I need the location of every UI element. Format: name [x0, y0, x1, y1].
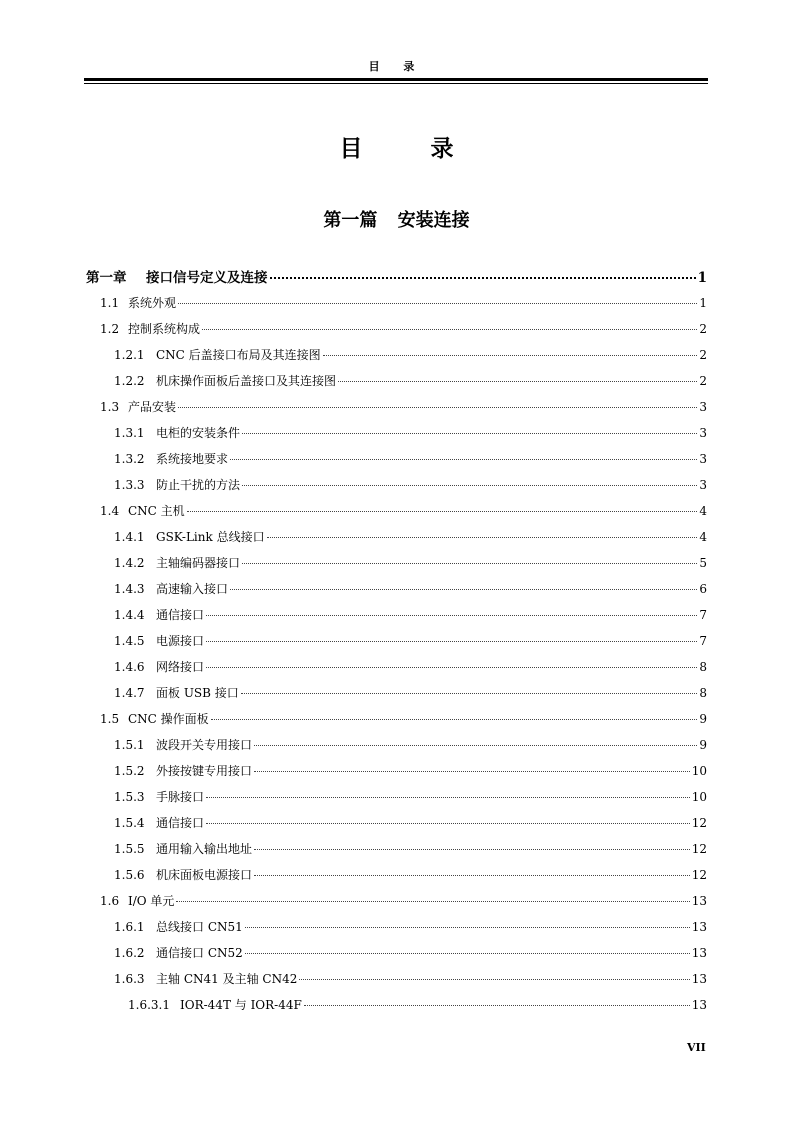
- toc-page-number: 9: [699, 712, 707, 726]
- toc-entry-title: 系统接地要求: [156, 452, 229, 466]
- toc-dot-leader: [323, 355, 697, 356]
- toc-entry-title: 控制系统构成: [128, 322, 201, 336]
- toc-entry-number: 1.6.1: [114, 920, 145, 934]
- page-number: VII: [687, 1041, 706, 1054]
- toc-chapter-entry[interactable]: [86, 266, 707, 293]
- toc-entry-title: 高速输入接口: [156, 582, 229, 596]
- toc-entry-title: 波段开关专用接口: [156, 738, 253, 752]
- toc-entry[interactable]: [86, 840, 707, 866]
- toc-entry[interactable]: [86, 814, 707, 840]
- toc-dot-leader: [245, 953, 690, 954]
- toc-entry[interactable]: [86, 424, 707, 450]
- toc-dot-leader: [230, 459, 697, 460]
- toc-entry-title: 主轴 CN41 及主轴 CN42: [156, 972, 298, 986]
- toc-dot-leader: [254, 771, 690, 772]
- toc-entry-title: 产品安装: [128, 400, 177, 414]
- toc-entry-number: 1.4.7: [114, 686, 145, 700]
- toc-entry-number: 1.4.6: [114, 660, 145, 674]
- toc-page-number: 13: [691, 972, 707, 986]
- toc-dot-leader: [178, 303, 697, 304]
- toc-dot-leader: [242, 485, 697, 486]
- toc-page-number: 8: [699, 686, 707, 700]
- toc-dot-leader: [206, 797, 690, 798]
- toc-dot-leader: [206, 641, 697, 642]
- toc-page-number: 2: [699, 322, 707, 336]
- toc-entry[interactable]: [86, 658, 707, 684]
- toc-entry[interactable]: [86, 372, 707, 398]
- toc-entry-title: 手脉接口: [156, 790, 205, 804]
- toc-entry-number: 1.5.3: [114, 790, 145, 804]
- toc-entry-title: 接口信号定义及连接: [146, 270, 268, 286]
- toc-entry-number: 1.2: [100, 322, 120, 336]
- toc-entry-number: 1.6.3.1: [128, 998, 170, 1012]
- toc-dot-leader: [304, 1005, 690, 1006]
- toc-entry[interactable]: [86, 918, 707, 944]
- toc-page-number: 3: [699, 478, 707, 492]
- toc-entry-number: 1.3.3: [114, 478, 145, 492]
- toc-entry[interactable]: [86, 788, 707, 814]
- table-of-contents: [86, 266, 707, 1022]
- toc-entry-number: 1.5.6: [114, 868, 145, 882]
- toc-entry[interactable]: [86, 736, 707, 762]
- toc-page-number: 13: [691, 946, 707, 960]
- toc-dot-leader: [202, 329, 697, 330]
- running-header: 目 录: [368, 60, 425, 73]
- toc-entry[interactable]: [86, 762, 707, 788]
- toc-page-number: 12: [691, 842, 707, 856]
- toc-entry[interactable]: [86, 398, 707, 424]
- toc-page-number: 13: [691, 894, 707, 908]
- toc-entry[interactable]: [86, 320, 707, 346]
- toc-entry[interactable]: [86, 710, 707, 736]
- toc-entry[interactable]: [86, 528, 707, 554]
- toc-dot-leader: [254, 849, 690, 850]
- toc-entry[interactable]: [86, 866, 707, 892]
- part-title: 第一篇 安装连接: [323, 210, 470, 231]
- toc-page-number: 8: [699, 660, 707, 674]
- toc-entry-title: 面板 USB 接口: [156, 686, 239, 700]
- toc-page-number: 5: [699, 556, 707, 570]
- toc-entry-number: 第一章: [86, 270, 127, 286]
- toc-dot-leader: [242, 433, 697, 434]
- toc-entry-title: CNC 后盖接口布局及其连接图: [156, 348, 321, 362]
- toc-entry-title: 系统外观: [128, 296, 177, 310]
- toc-dot-leader: [267, 537, 697, 538]
- toc-dot-leader: [299, 979, 689, 980]
- toc-entry-number: 1.3: [100, 400, 120, 414]
- toc-entry-number: 1.4.5: [114, 634, 145, 648]
- toc-entry-title: 电源接口: [156, 634, 205, 648]
- toc-dot-leader: [187, 511, 697, 512]
- toc-page-number: 1: [699, 296, 707, 310]
- toc-dot-leader: [254, 875, 690, 876]
- toc-page-number: 3: [699, 426, 707, 440]
- toc-entry-title: 总线接口 CN51: [156, 920, 243, 934]
- toc-dot-leader: [338, 381, 697, 382]
- toc-entry-number: 1.5.1: [114, 738, 145, 752]
- toc-entry-title: 主轴编码器接口: [156, 556, 241, 570]
- toc-entry-title: 通用输入输出地址: [156, 842, 253, 856]
- toc-dot-leader: [270, 277, 696, 279]
- toc-dot-leader: [245, 927, 690, 928]
- toc-entry[interactable]: [86, 970, 707, 996]
- toc-entry[interactable]: [86, 554, 707, 580]
- toc-dot-leader: [242, 563, 697, 564]
- toc-dot-leader: [230, 589, 697, 590]
- toc-entry-number: 1.4: [100, 504, 120, 518]
- toc-entry-title: 通信接口 CN52: [156, 946, 243, 960]
- toc-dot-leader: [241, 693, 697, 694]
- toc-entry-title: IOR-44T 与 IOR-44F: [180, 998, 302, 1012]
- toc-entry-number: 1.5.2: [114, 764, 145, 778]
- toc-page-number: 9: [699, 738, 707, 752]
- toc-entry-title: 网络接口: [156, 660, 205, 674]
- toc-entry-number: 1.5.5: [114, 842, 145, 856]
- toc-entry-number: 1.5.4: [114, 816, 145, 830]
- toc-entry-title: CNC 主机: [128, 504, 185, 518]
- toc-entry-number: 1.2.2: [114, 374, 145, 388]
- toc-entry[interactable]: [86, 996, 707, 1022]
- toc-dot-leader: [178, 407, 697, 408]
- toc-entry-number: 1.1: [100, 296, 120, 310]
- toc-entry-number: 1.3.2: [114, 452, 145, 466]
- toc-entry-number: 1.6.2: [114, 946, 145, 960]
- toc-entry[interactable]: [86, 606, 707, 632]
- toc-entry[interactable]: [86, 346, 707, 372]
- toc-entry-number: 1.4.3: [114, 582, 145, 596]
- toc-page-number: 7: [699, 608, 707, 622]
- toc-dot-leader: [254, 745, 697, 746]
- toc-page-number: 13: [691, 920, 707, 934]
- toc-page-number: 2: [699, 374, 707, 388]
- toc-entry-title: 通信接口: [156, 816, 205, 830]
- toc-entry-number: 1.3.1: [114, 426, 145, 440]
- toc-entry-title: 机床操作面板后盖接口及其连接图: [156, 374, 337, 388]
- toc-entry[interactable]: [86, 684, 707, 710]
- toc-page-number: 10: [691, 764, 707, 778]
- header-rule-thin: [84, 83, 708, 84]
- toc-entry-title: 通信接口: [156, 608, 205, 622]
- page-title: 目 录: [339, 136, 484, 162]
- toc-entry[interactable]: [86, 944, 707, 970]
- toc-dot-leader: [206, 615, 697, 616]
- toc-page-number: 3: [699, 400, 707, 414]
- toc-page-number: 4: [699, 530, 707, 544]
- toc-entry-title: 电柜的安装条件: [156, 426, 241, 440]
- toc-page-number: 12: [691, 868, 707, 882]
- toc-dot-leader: [206, 667, 697, 668]
- toc-entry-title: GSK-Link 总线接口: [156, 530, 265, 544]
- toc-entry[interactable]: [86, 580, 707, 606]
- toc-entry-number: 1.2.1: [114, 348, 145, 362]
- toc-entry[interactable]: [86, 892, 707, 918]
- toc-entry[interactable]: [86, 632, 707, 658]
- toc-entry-number: 1.4.2: [114, 556, 145, 570]
- toc-page-number: 10: [691, 790, 707, 804]
- toc-page-number: 4: [699, 504, 707, 518]
- toc-dot-leader: [176, 901, 689, 902]
- toc-entry-title: 防止干扰的方法: [156, 478, 241, 492]
- toc-entry-title: 机床面板电源接口: [156, 868, 253, 882]
- toc-entry-number: 1.6: [100, 894, 120, 908]
- toc-entry-title: CNC 操作面板: [128, 712, 209, 726]
- toc-page-number: 13: [691, 998, 707, 1012]
- toc-entry-number: 1.5: [100, 712, 120, 726]
- toc-entry-title: 外接按键专用接口: [156, 764, 253, 778]
- toc-page-number: 3: [699, 452, 707, 466]
- toc-page-number: 2: [699, 348, 707, 362]
- toc-page-number: 7: [699, 634, 707, 648]
- toc-page-number: 12: [691, 816, 707, 830]
- toc-entry-title: I/O 单元: [128, 894, 175, 908]
- toc-dot-leader: [206, 823, 690, 824]
- toc-dot-leader: [211, 719, 697, 720]
- toc-entry-number: 1.4.4: [114, 608, 145, 622]
- toc-entry[interactable]: [86, 502, 707, 528]
- toc-entry[interactable]: [86, 294, 707, 320]
- toc-entry[interactable]: [86, 450, 707, 476]
- header-rule-thick: [84, 78, 708, 81]
- toc-entry-number: 1.4.1: [114, 530, 145, 544]
- toc-entry[interactable]: [86, 476, 707, 502]
- toc-page-number: 6: [699, 582, 707, 596]
- toc-entry-number: 1.6.3: [114, 972, 145, 986]
- toc-page-number: 1: [697, 270, 707, 286]
